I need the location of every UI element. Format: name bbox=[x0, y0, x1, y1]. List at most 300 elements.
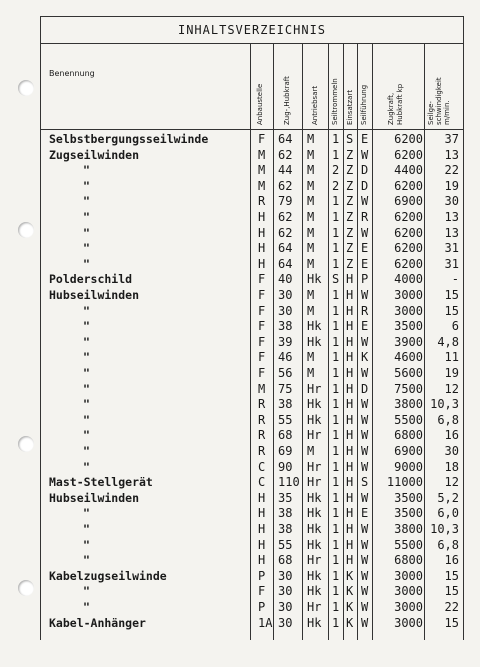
zugkraft-value: 5500 bbox=[394, 537, 423, 552]
seiltrommeln-value: 1 bbox=[332, 132, 340, 146]
antriebsart-value: M bbox=[307, 163, 315, 178]
row-name: Hubseilwinden bbox=[49, 288, 140, 302]
seilgeschwindigkeit-value: 19 bbox=[444, 178, 459, 193]
anbaustelle-value: H bbox=[258, 210, 266, 224]
seilfuehrung-value: P bbox=[361, 272, 369, 287]
row-name: " bbox=[83, 381, 90, 396]
zugkraft-value: 4400 bbox=[394, 163, 423, 178]
antriebsart-value: M bbox=[307, 256, 315, 271]
seilfuehrung-value: D bbox=[361, 381, 369, 396]
seilfuehrung-value: W bbox=[361, 553, 369, 568]
anbaustelle-value: R bbox=[258, 428, 266, 443]
einsatzart-value: H bbox=[346, 459, 354, 474]
table-row bbox=[41, 287, 463, 303]
row-name: Hubseilwinden bbox=[49, 490, 140, 505]
einsatzart-value: H bbox=[346, 303, 354, 318]
seiltrommeln-value: 1 bbox=[332, 490, 340, 505]
punch-hole-4 bbox=[18, 580, 34, 596]
seilgeschwindigkeit-value: 22 bbox=[444, 163, 459, 178]
table-row bbox=[41, 147, 463, 163]
anbaustelle-value: M bbox=[258, 163, 266, 178]
seilfuehrung-value: W bbox=[361, 615, 369, 630]
punch-hole-3 bbox=[18, 436, 34, 452]
zughubkraft-value: 68 bbox=[278, 428, 293, 443]
einsatzart-value: H bbox=[346, 490, 354, 505]
zugkraft-value: 3000 bbox=[394, 288, 423, 302]
seiltrommeln-value: 1 bbox=[332, 537, 340, 552]
table-row bbox=[41, 615, 463, 631]
row-name: Selbstbergungsseilwinde bbox=[49, 132, 209, 146]
seilfuehrung-value: W bbox=[361, 334, 369, 349]
row-name: " bbox=[83, 459, 90, 474]
einsatzart-value: Z bbox=[346, 178, 354, 193]
einsatzart-value: H bbox=[346, 366, 354, 380]
anbaustelle-value: M bbox=[258, 381, 266, 396]
einsatzart-value: K bbox=[346, 615, 354, 630]
table-row bbox=[41, 537, 463, 553]
antriebsart-value: M bbox=[307, 132, 315, 146]
seilfuehrung-value: W bbox=[361, 522, 369, 536]
seilgeschwindigkeit-value: 16 bbox=[444, 428, 459, 443]
seiltrommeln-value: 1 bbox=[332, 241, 340, 256]
zugkraft-value: 4600 bbox=[394, 350, 423, 365]
table-row bbox=[41, 459, 463, 475]
anbaustelle-value: R bbox=[258, 444, 266, 458]
seilfuehrung-value: W bbox=[361, 490, 369, 505]
zughubkraft-value: 30 bbox=[278, 584, 293, 599]
seilgeschwindigkeit-value: 37 bbox=[444, 132, 459, 146]
row-name: " bbox=[83, 178, 90, 193]
seilgeschwindigkeit-value: 18 bbox=[444, 459, 459, 474]
seiltrommeln-value: 1 bbox=[332, 381, 340, 396]
einsatzart-value: H bbox=[346, 553, 354, 568]
seilfuehrung-value: W bbox=[361, 568, 369, 583]
seilgeschwindigkeit-value: 13 bbox=[444, 147, 459, 162]
seilfuehrung-value: E bbox=[361, 132, 369, 146]
zugkraft-value: 3500 bbox=[394, 319, 423, 334]
antriebsart-value: Hr bbox=[307, 428, 322, 443]
row-name: " bbox=[83, 350, 90, 365]
seilfuehrung-value: W bbox=[361, 194, 369, 209]
seiltrommeln-value: 1 bbox=[332, 210, 340, 224]
seilgeschwindigkeit-value: - bbox=[451, 272, 459, 287]
einsatzart-value: Z bbox=[346, 241, 354, 256]
zugkraft-value: 5600 bbox=[394, 366, 423, 380]
row-name: Kabel-Anhänger bbox=[49, 615, 146, 630]
zugkraft-value: 6200 bbox=[394, 241, 423, 256]
zughubkraft-value: 44 bbox=[278, 163, 293, 178]
anbaustelle-value: P bbox=[258, 568, 266, 583]
seilgeschwindigkeit-value: 16 bbox=[444, 553, 459, 568]
table-row bbox=[41, 412, 463, 428]
row-name: " bbox=[83, 412, 90, 427]
anbaustelle-value: R bbox=[258, 397, 266, 412]
seilfuehrung-value: W bbox=[361, 147, 369, 162]
seilgeschwindigkeit-value: 12 bbox=[444, 475, 459, 490]
zughubkraft-value: 39 bbox=[278, 334, 293, 349]
row-name: " bbox=[83, 210, 90, 224]
antriebsart-value: Hk bbox=[307, 615, 322, 630]
punch-hole-1 bbox=[18, 80, 34, 96]
anbaustelle-value: H bbox=[258, 256, 266, 271]
seilfuehrung-value: E bbox=[361, 319, 369, 334]
page-title: INHALTSVERZEICHNIS bbox=[41, 17, 463, 44]
zughubkraft-value: 38 bbox=[278, 397, 293, 412]
anbaustelle-value: H bbox=[258, 506, 266, 521]
antriebsart-value: Hr bbox=[307, 381, 322, 396]
table-row bbox=[41, 303, 463, 319]
seiltrommeln-value: 1 bbox=[332, 412, 340, 427]
row-name: " bbox=[83, 553, 90, 568]
seilfuehrung-value: W bbox=[361, 444, 369, 458]
seilfuehrung-value: K bbox=[361, 350, 369, 365]
header-seilfuehrung: Seilführung bbox=[360, 84, 368, 125]
anbaustelle-value: F bbox=[258, 319, 266, 334]
antriebsart-value: M bbox=[307, 194, 315, 209]
einsatzart-value: H bbox=[346, 444, 354, 458]
antriebsart-value: Hk bbox=[307, 584, 322, 599]
seilfuehrung-value: W bbox=[361, 225, 369, 240]
row-name: " bbox=[83, 444, 90, 458]
row-name: " bbox=[83, 506, 90, 521]
row-name: Kabelzugseilwinde bbox=[49, 568, 167, 583]
seilfuehrung-value: R bbox=[361, 210, 369, 224]
seiltrommeln-value: 1 bbox=[332, 444, 340, 458]
row-name: Zugseilwinden bbox=[49, 147, 140, 162]
zughubkraft-value: 30 bbox=[278, 568, 293, 583]
antriebsart-value: Hr bbox=[307, 553, 322, 568]
row-name: " bbox=[83, 319, 90, 334]
table-row bbox=[41, 599, 463, 615]
zugkraft-value: 3000 bbox=[394, 584, 423, 599]
row-name: " bbox=[83, 537, 90, 552]
einsatzart-value: Z bbox=[346, 225, 354, 240]
table-row bbox=[41, 334, 463, 350]
table-row bbox=[41, 505, 463, 521]
seilgeschwindigkeit-value: 15 bbox=[444, 568, 459, 583]
zughubkraft-value: 68 bbox=[278, 553, 293, 568]
antriebsart-value: Hk bbox=[307, 272, 322, 287]
table-row bbox=[41, 193, 463, 209]
table-row bbox=[41, 240, 463, 256]
row-name: " bbox=[83, 428, 90, 443]
seilfuehrung-value: W bbox=[361, 412, 369, 427]
einsatzart-value: H bbox=[346, 428, 354, 443]
row-name: Mast-Stellgerät bbox=[49, 475, 153, 490]
seiltrommeln-value: 1 bbox=[332, 428, 340, 443]
zugkraft-value: 3000 bbox=[394, 303, 423, 318]
seilfuehrung-value: S bbox=[361, 475, 369, 490]
antriebsart-value: M bbox=[307, 366, 315, 380]
anbaustelle-value: F bbox=[258, 350, 266, 365]
zughubkraft-value: 30 bbox=[278, 615, 293, 630]
antriebsart-value: Hk bbox=[307, 490, 322, 505]
zughubkraft-value: 75 bbox=[278, 381, 293, 396]
einsatzart-value: H bbox=[346, 350, 354, 365]
seilgeschwindigkeit-value: 5,2 bbox=[437, 490, 459, 505]
table-row bbox=[41, 474, 463, 490]
einsatzart-value: H bbox=[346, 412, 354, 427]
table-row bbox=[41, 583, 463, 599]
header-einsatzart: Einsatzart bbox=[346, 89, 354, 125]
einsatzart-value: K bbox=[346, 568, 354, 583]
antriebsart-value: Hr bbox=[307, 600, 322, 614]
seilfuehrung-value: E bbox=[361, 241, 369, 256]
zughubkraft-value: 30 bbox=[278, 288, 293, 302]
einsatzart-value: H bbox=[346, 397, 354, 412]
seiltrommeln-value: 1 bbox=[332, 615, 340, 630]
zughubkraft-value: 79 bbox=[278, 194, 293, 209]
anbaustelle-value: F bbox=[258, 584, 266, 599]
seilfuehrung-value: W bbox=[361, 397, 369, 412]
seilfuehrung-value: E bbox=[361, 256, 369, 271]
zughubkraft-value: 110 bbox=[278, 475, 300, 490]
seiltrommeln-value: 1 bbox=[332, 334, 340, 349]
zugkraft-value: 5500 bbox=[394, 412, 423, 427]
seilgeschwindigkeit-value: 30 bbox=[444, 194, 459, 209]
zughubkraft-value: 62 bbox=[278, 178, 293, 193]
zughubkraft-value: 46 bbox=[278, 350, 293, 365]
anbaustelle-value: M bbox=[258, 178, 266, 193]
seilgeschwindigkeit-value: 10,3 bbox=[430, 397, 459, 412]
zugkraft-value: 3900 bbox=[394, 334, 423, 349]
header-zugkraft-2: Hubkraft kp bbox=[396, 83, 404, 125]
antriebsart-value: Hk bbox=[307, 412, 322, 427]
antriebsart-value: M bbox=[307, 303, 315, 318]
seiltrommeln-value: 1 bbox=[332, 366, 340, 380]
antriebsart-value: M bbox=[307, 210, 315, 224]
anbaustelle-value: H bbox=[258, 537, 266, 552]
zughubkraft-value: 38 bbox=[278, 522, 293, 536]
table-row bbox=[41, 490, 463, 506]
seiltrommeln-value: S bbox=[332, 272, 340, 287]
table-row bbox=[41, 318, 463, 334]
seilgeschwindigkeit-value: 22 bbox=[444, 600, 459, 614]
zugkraft-value: 6200 bbox=[394, 178, 423, 193]
zughubkraft-value: 62 bbox=[278, 147, 293, 162]
anbaustelle-value: H bbox=[258, 522, 266, 536]
header-seilgeschw-3: m/min. bbox=[443, 100, 451, 125]
seilgeschwindigkeit-value: 30 bbox=[444, 444, 459, 458]
zughubkraft-value: 64 bbox=[278, 132, 293, 146]
row-name: " bbox=[83, 163, 90, 178]
anbaustelle-value: P bbox=[258, 600, 266, 614]
row-name: " bbox=[83, 334, 90, 349]
einsatzart-value: Z bbox=[346, 210, 354, 224]
index-table bbox=[40, 16, 464, 640]
zugkraft-value: 6900 bbox=[394, 194, 423, 209]
row-name: " bbox=[83, 194, 90, 209]
antriebsart-value: M bbox=[307, 288, 315, 302]
antriebsart-value: Hr bbox=[307, 475, 322, 490]
anbaustelle-value: M bbox=[258, 147, 266, 162]
seilfuehrung-value: W bbox=[361, 459, 369, 474]
zughubkraft-value: 64 bbox=[278, 256, 293, 271]
seiltrommeln-value: 1 bbox=[332, 256, 340, 271]
row-name: " bbox=[83, 225, 90, 240]
seilgeschwindigkeit-value: 15 bbox=[444, 303, 459, 318]
seiltrommeln-value: 1 bbox=[332, 288, 340, 302]
seilfuehrung-value: W bbox=[361, 584, 369, 599]
seilgeschwindigkeit-value: 13 bbox=[444, 210, 459, 224]
zugkraft-value: 3500 bbox=[394, 490, 423, 505]
seilfuehrung-value: R bbox=[361, 303, 369, 318]
row-name: " bbox=[83, 600, 90, 614]
seilgeschwindigkeit-value: 15 bbox=[444, 288, 459, 302]
einsatzart-value: S bbox=[346, 132, 354, 146]
header-divider bbox=[41, 129, 463, 130]
zugkraft-value: 3800 bbox=[394, 522, 423, 536]
seilfuehrung-value: W bbox=[361, 428, 369, 443]
anbaustelle-value: R bbox=[258, 412, 266, 427]
seiltrommeln-value: 1 bbox=[332, 584, 340, 599]
einsatzart-value: H bbox=[346, 272, 354, 287]
table-row bbox=[41, 568, 463, 584]
seiltrommeln-value: 1 bbox=[332, 303, 340, 318]
antriebsart-value: Hk bbox=[307, 568, 322, 583]
zugkraft-value: 3000 bbox=[394, 600, 423, 614]
zugkraft-value: 4000 bbox=[394, 272, 423, 287]
antriebsart-value: Hk bbox=[307, 537, 322, 552]
antriebsart-value: Hk bbox=[307, 397, 322, 412]
einsatzart-value: K bbox=[346, 584, 354, 599]
zughubkraft-value: 64 bbox=[278, 241, 293, 256]
anbaustelle-value: F bbox=[258, 334, 266, 349]
antriebsart-value: Hk bbox=[307, 506, 322, 521]
seiltrommeln-value: 1 bbox=[332, 319, 340, 334]
zughubkraft-value: 55 bbox=[278, 412, 293, 427]
seiltrommeln-value: 1 bbox=[332, 506, 340, 521]
anbaustelle-value: H bbox=[258, 241, 266, 256]
seiltrommeln-value: 2 bbox=[332, 178, 340, 193]
antriebsart-value: M bbox=[307, 178, 315, 193]
seilgeschwindigkeit-value: 6 bbox=[451, 319, 459, 334]
seilgeschwindigkeit-value: 19 bbox=[444, 366, 459, 380]
zugkraft-value: 9000 bbox=[394, 459, 423, 474]
zugkraft-value: 6800 bbox=[394, 553, 423, 568]
anbaustelle-value: F bbox=[258, 132, 266, 146]
seilfuehrung-value: W bbox=[361, 288, 369, 302]
zughubkraft-value: 38 bbox=[278, 506, 293, 521]
seilgeschwindigkeit-value: 6,0 bbox=[437, 506, 459, 521]
table-row bbox=[41, 349, 463, 365]
zughubkraft-value: 30 bbox=[278, 600, 293, 614]
seilfuehrung-value: D bbox=[361, 163, 369, 178]
zughubkraft-value: 30 bbox=[278, 303, 293, 318]
zugkraft-value: 6200 bbox=[394, 147, 423, 162]
table-row bbox=[41, 225, 463, 241]
seilgeschwindigkeit-value: 6,8 bbox=[437, 537, 459, 552]
seilfuehrung-value: W bbox=[361, 600, 369, 614]
einsatzart-value: H bbox=[346, 537, 354, 552]
seiltrommeln-value: 1 bbox=[332, 225, 340, 240]
anbaustelle-value: F bbox=[258, 303, 266, 318]
header-benennung: Benennung bbox=[49, 69, 95, 78]
einsatzart-value: Z bbox=[346, 256, 354, 271]
seiltrommeln-value: 1 bbox=[332, 459, 340, 474]
seiltrommeln-value: 2 bbox=[332, 163, 340, 178]
anbaustelle-value: H bbox=[258, 225, 266, 240]
row-name: " bbox=[83, 397, 90, 412]
antriebsart-value: M bbox=[307, 241, 315, 256]
table-row bbox=[41, 178, 463, 194]
zugkraft-value: 3500 bbox=[394, 506, 423, 521]
antriebsart-value: M bbox=[307, 147, 315, 162]
punch-hole-2 bbox=[18, 222, 34, 238]
table-row bbox=[41, 209, 463, 225]
header-zughubkraft: Zug-,Hubkraft bbox=[283, 76, 291, 125]
seilgeschwindigkeit-value: 4,8 bbox=[437, 334, 459, 349]
header-anbaustelle: Anbaustelle bbox=[256, 83, 264, 125]
row-name: " bbox=[83, 303, 90, 318]
header-seilgeschw-1: Seilge- bbox=[427, 101, 435, 125]
seiltrommeln-value: 1 bbox=[332, 147, 340, 162]
zughubkraft-value: 62 bbox=[278, 210, 293, 224]
einsatzart-value: K bbox=[346, 600, 354, 614]
anbaustelle-value: F bbox=[258, 366, 266, 380]
zughubkraft-value: 90 bbox=[278, 459, 293, 474]
zugkraft-value: 11000 bbox=[386, 475, 423, 490]
row-name: " bbox=[83, 366, 90, 380]
table-row bbox=[41, 521, 463, 537]
table-row bbox=[41, 381, 463, 397]
anbaustelle-value: H bbox=[258, 490, 266, 505]
seiltrommeln-value: 1 bbox=[332, 350, 340, 365]
zugkraft-value: 6200 bbox=[394, 225, 423, 240]
anbaustelle-value: C bbox=[258, 459, 266, 474]
header-seiltrommeln: Seiltrommeln bbox=[331, 78, 339, 125]
zugkraft-value: 3000 bbox=[394, 615, 423, 630]
seiltrommeln-value: 1 bbox=[332, 522, 340, 536]
header-seilgeschw-2: schwindigkeit bbox=[435, 77, 443, 125]
anbaustelle-value: F bbox=[258, 272, 266, 287]
seilgeschwindigkeit-value: 10,3 bbox=[430, 522, 459, 536]
table-row bbox=[41, 256, 463, 272]
seilgeschwindigkeit-value: 31 bbox=[444, 241, 459, 256]
table-row bbox=[41, 365, 463, 381]
antriebsart-value: M bbox=[307, 225, 315, 240]
seiltrommeln-value: 1 bbox=[332, 475, 340, 490]
anbaustelle-value: C bbox=[258, 475, 266, 490]
einsatzart-value: Z bbox=[346, 147, 354, 162]
seilgeschwindigkeit-value: 31 bbox=[444, 256, 459, 271]
row-name: " bbox=[83, 241, 90, 256]
seiltrommeln-value: 1 bbox=[332, 553, 340, 568]
anbaustelle-value: H bbox=[258, 553, 266, 568]
antriebsart-value: Hk bbox=[307, 522, 322, 536]
table-row bbox=[41, 271, 463, 287]
anbaustelle-value: R bbox=[258, 194, 266, 209]
zughubkraft-value: 55 bbox=[278, 537, 293, 552]
zughubkraft-value: 38 bbox=[278, 319, 293, 334]
einsatzart-value: Z bbox=[346, 163, 354, 178]
einsatzart-value: H bbox=[346, 381, 354, 396]
seilfuehrung-value: W bbox=[361, 366, 369, 380]
table-row bbox=[41, 162, 463, 178]
zughubkraft-value: 40 bbox=[278, 272, 293, 287]
antriebsart-value: Hr bbox=[307, 459, 322, 474]
zugkraft-value: 3000 bbox=[394, 568, 423, 583]
table-row bbox=[41, 131, 463, 147]
row-name: " bbox=[83, 584, 90, 599]
seilgeschwindigkeit-value: 13 bbox=[444, 225, 459, 240]
seilgeschwindigkeit-value: 12 bbox=[444, 381, 459, 396]
seiltrommeln-value: 1 bbox=[332, 600, 340, 614]
einsatzart-value: H bbox=[346, 522, 354, 536]
einsatzart-value: H bbox=[346, 334, 354, 349]
seiltrommeln-value: 1 bbox=[332, 194, 340, 209]
anbaustelle-value: 1A bbox=[258, 615, 273, 630]
